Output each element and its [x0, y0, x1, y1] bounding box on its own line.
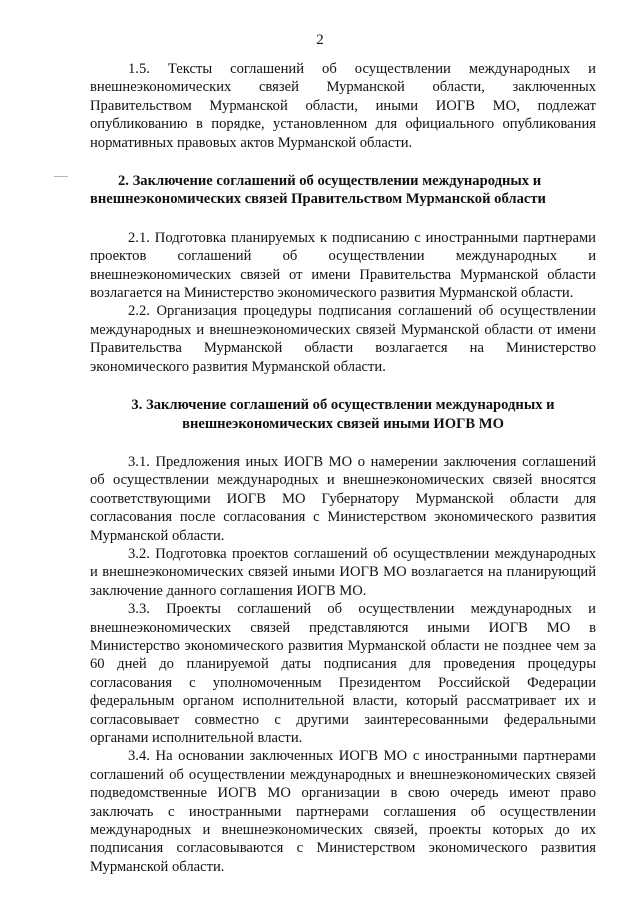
section-2-heading: 2. Заключение соглашений об осуществлении международных и внешнеэкономических связей Правительством Мурманской области	[90, 173, 546, 208]
spacer	[90, 152, 596, 172]
page-number: 2	[316, 32, 324, 48]
paragraph-3-4: 3.4. На основании заключенных ИОГВ МО с иностранными партнерами соглашений об осуществлении международных и внешнеэкономических связей подведомственные ИОГВ МО организации в свою очередь имеют право заключать с иностранными партнерами соглашения об осуществлении международных и внешнеэкономических связей, проекты которых до их подписания согласовываются с Министерством экономического развития Мурманской области.	[90, 748, 596, 875]
margin-mark	[54, 176, 68, 177]
section-3-heading: 3. Заключение соглашений об осуществлении международных и внешнеэкономических связей иными ИОГВ МО	[131, 397, 555, 432]
paragraph-2-1: 2.1. Подготовка планируемых к подписанию с иностранными партнерами проектов соглашений об осуществлении международных и внешнеэкономических связей от имени Правительства Мурманской области возлагается на Министерство экономического развития Мурманской области.	[90, 229, 596, 302]
paragraph-3-1: 3.1. Предложения иных ИОГВ МО о намерении заключения соглашений об осуществлении международных и внешнеэкономических связей вносятся соответствующими ИОГВ МО Губернатору Мурманской области для согласования после согласования с Министерством экономического развития Мурманской области.	[90, 453, 596, 544]
paragraph-2-2: 2.2. Организация процедуры подписания соглашений об осуществлении международных и внешнеэкономических связей Мурманской области от имени Правительства Мурманской области возлагается на Министерство экономического развития Мурманской области.	[90, 303, 596, 375]
paragraph-3-3: 3.3. Проекты соглашений об осуществлении международных и внешнеэкономических связей представляются иными ИОГВ МО в Министерство экономического развития Мурманской области не позднее чем за 60 дней до планируемой даты подписания для проведения процедуры согласования с уполномоченным Президентом Российской Федерации федеральным органом исполнительной власти, который рассматривает их и согласовывает совместно с другими заинтересованными федеральными органами исполнительной власти.	[90, 601, 596, 746]
paragraph-3-2: 3.2. Подготовка проектов соглашений об осуществлении международных и внешнеэкономических связей иными ИОГВ МО возлагается на планирующий заключение данного соглашения ИОГВ МО.	[90, 545, 596, 599]
spacer	[90, 376, 596, 396]
spacer	[90, 209, 596, 229]
spacer	[90, 433, 596, 453]
paragraph-1-5: 1.5. Тексты соглашений об осуществлении международных и внешнеэкономических связей Мурманской области, заключенных Правительством Мурманской области, иными ИОГВ МО, подлежат опубликованию в порядке, установленном для официального опубликования нормативных правовых актов Мурманской области.	[90, 61, 596, 151]
document-body	[90, 60, 596, 876]
